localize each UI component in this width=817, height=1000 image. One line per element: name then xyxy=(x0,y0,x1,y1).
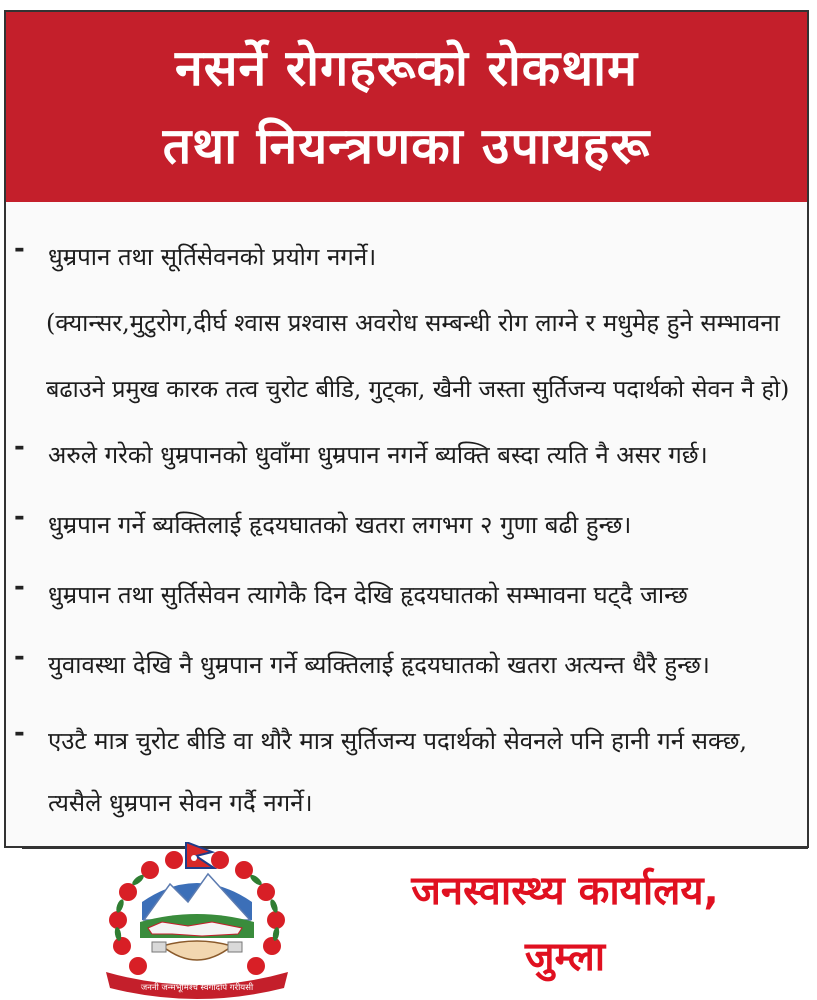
point-line: धुम्रपान तथा सूर्तिसेवनको प्रयोग नगर्ने। xyxy=(48,243,377,271)
title-banner xyxy=(6,12,807,202)
point-line: त्यसैले धुम्रपान सेवन गर्दै नगर्ने। xyxy=(48,789,313,817)
point-line: धुम्रपान तथा सुर्तिसेवन त्यागेकै दिन देखि हृदयघातको सम्भावना घट्दै जान्छ xyxy=(48,581,688,609)
bullet-dash: - xyxy=(14,432,25,462)
flag-icon xyxy=(186,842,214,868)
office-line-1: जनस्वास्थ्य कार्यालय, xyxy=(411,868,719,914)
nepal-emblem-icon xyxy=(92,842,302,1000)
bullet-dash: - xyxy=(14,718,25,748)
bullet-dash: - xyxy=(14,234,25,264)
handshake-icon xyxy=(152,941,242,960)
motto-ribbon xyxy=(106,972,288,999)
office-line-2: जुम्ला xyxy=(524,934,606,980)
point-line: धुम्रपान गर्ने ब्यक्तिलाई हृदयघातको खतरा लगभग २ गुणा बढी हुन्छ। xyxy=(48,511,632,539)
poster-panel xyxy=(4,10,809,848)
title-line-2: तथा नियन्त्रणका उपायहरू xyxy=(162,117,651,175)
office-name xyxy=(320,858,810,990)
bullet-dash: - xyxy=(14,642,25,672)
bullet-dash: - xyxy=(14,502,25,532)
motto-text: जननी जन्मभूमिश्च स्वर्गादपि गरीयसी xyxy=(140,983,254,993)
point-line: बढाउने प्रमुख कारक तत्व चुरोट बीडि, गुट्का, खैनी जस्ता सुर्तिजन्य पदार्थको सेवन नै हो) xyxy=(46,375,790,403)
point-line: अरुले गरेको धुम्रपानको धुवाँमा धुम्रपान नगर्ने ब्यक्ति बस्दा त्यति नै असर गर्छ। xyxy=(48,441,708,469)
bullet-dash: - xyxy=(14,572,25,602)
title-line-1: नसर्ने रोगहरूको रोकथाम xyxy=(174,39,638,97)
point-line: युवावस्था देखि नै धुम्रपान गर्ने ब्यक्तिलाई हृदयघातको खतरा अत्यन्त धैरै हुन्छ। xyxy=(48,651,710,679)
point-line: एउटै मात्र चुरोट बीडि वा थौरै मात्र सुर्तिजन्य पदार्थको सेवनले पनि हानी गर्न सक्छ, xyxy=(48,727,748,755)
point-line: (क्यान्सर,मुटुरोग,दीर्घ श्वास प्रश्वास अवरोध सम्बन्धी रोग लाग्ने र मधुमेह हुने सम्भावना xyxy=(46,309,780,337)
mountain-icon xyxy=(142,874,252,920)
